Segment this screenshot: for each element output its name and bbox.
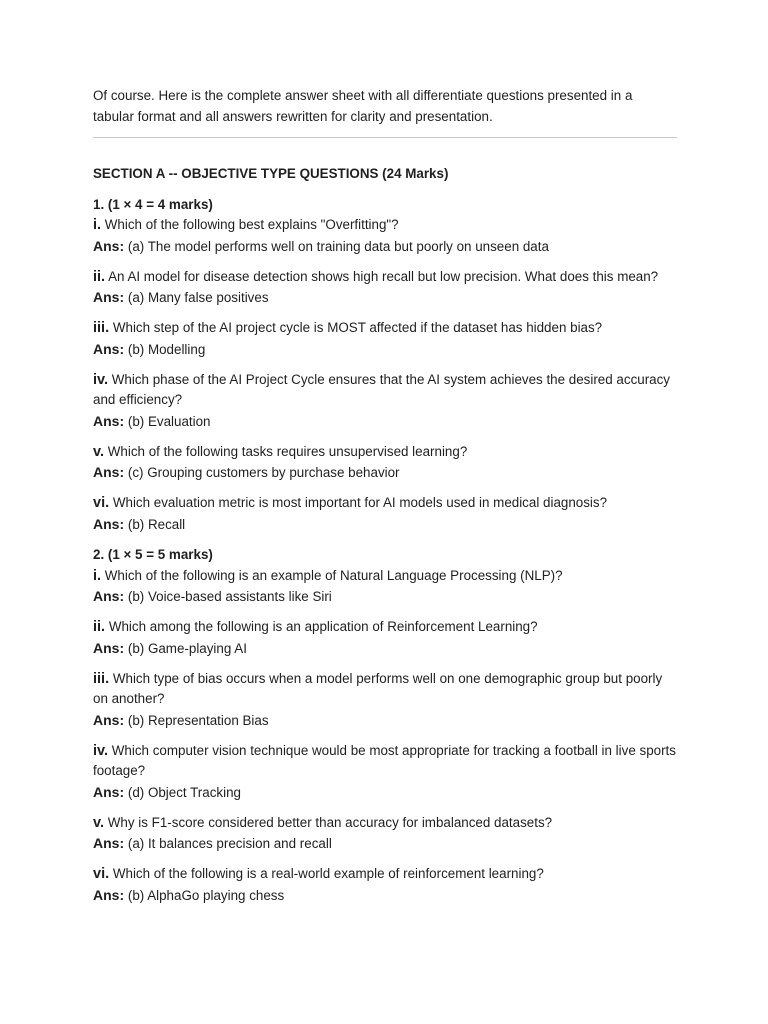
- question-numeral: iv.: [93, 371, 109, 388]
- question-text: [93, 215, 677, 236]
- question-body: Which among the following is an application of Reinforcement Learning?: [108, 619, 538, 634]
- question-numeral: i.: [93, 217, 102, 233]
- section-title: SECTION A -- OBJECTIVE TYPE QUESTIONS (24 Marks): [93, 166, 449, 181]
- answer-text: (a) The model performs well on training data but poorly on unseen data: [127, 238, 549, 254]
- question-numeral: iv.: [93, 742, 109, 759]
- answer-label: Ans:: [93, 783, 125, 800]
- horizontal-divider: [93, 137, 677, 138]
- question-body: Which phase of the AI Project Cycle ensures that the AI system achieves the desired accuracy and efficiency?: [93, 371, 671, 407]
- question-body: An AI model for disease detection shows high recall but low precision. What does this mean?: [108, 268, 659, 284]
- question-body: Which of the following is an example of Natural Language Processing (NLP)?: [104, 567, 563, 583]
- question-body: Which evaluation metric is most important for AI models used in medical diagnosis?: [112, 495, 608, 510]
- question-item: [93, 617, 677, 659]
- question-item: [93, 215, 677, 257]
- question-group-1: [93, 195, 677, 536]
- answer-label: Ans:: [93, 340, 125, 357]
- group-heading: 2. (1 × 5 = 5 marks): [93, 547, 213, 562]
- answer-text: (b) Representation Bias: [127, 712, 269, 728]
- question-item: [93, 442, 677, 484]
- question-text: [93, 617, 677, 638]
- answer-label: Ans:: [93, 588, 125, 604]
- question-text: [93, 318, 677, 339]
- question-item: [93, 493, 677, 535]
- question-numeral: ii.: [93, 268, 106, 285]
- question-item: [93, 318, 677, 360]
- answer-text: (b) Game-playing AI: [127, 640, 247, 656]
- question-group-2: [93, 545, 677, 906]
- answer-text: (d) Object Tracking: [127, 784, 241, 800]
- question-text: [93, 669, 677, 710]
- question-body: Which of the following is a real-world example of reinforcement learning?: [112, 866, 544, 881]
- question-text: [93, 370, 677, 411]
- answer-text: (a) Many false positives: [127, 290, 269, 305]
- answer-label: Ans:: [93, 639, 125, 656]
- question-body: Which computer vision technique would be most appropriate for tracking a football in live sports footage?: [93, 742, 676, 778]
- question-text: [93, 442, 677, 463]
- answer-label: Ans:: [93, 515, 125, 532]
- question-body: Which of the following best explains "Overfitting"?: [104, 217, 399, 232]
- answer-line: [93, 638, 677, 660]
- answer-text: (b) Modelling: [127, 341, 206, 357]
- answer-text: (b) Evaluation: [127, 413, 211, 429]
- question-numeral: ii.: [93, 619, 106, 635]
- answer-label: Ans:: [93, 464, 125, 480]
- answer-text: (a) It balances precision and recall: [127, 836, 332, 851]
- answer-label: Ans:: [93, 711, 125, 728]
- answer-text: (b) Voice-based assistants like Siri: [127, 589, 332, 604]
- answer-text: (b) AlphaGo playing chess: [127, 887, 285, 903]
- question-item: [93, 267, 677, 309]
- question-numeral: vi.: [93, 866, 110, 882]
- question-numeral: vi.: [93, 495, 110, 511]
- answer-line: [93, 339, 677, 361]
- question-numeral: i.: [93, 567, 102, 584]
- question-item: [93, 864, 677, 906]
- answer-line: [93, 236, 677, 258]
- answer-line: [93, 885, 677, 907]
- answer-line: [93, 411, 677, 433]
- question-item: [93, 813, 677, 855]
- question-numeral: v.: [93, 443, 105, 460]
- question-numeral: iii.: [93, 320, 110, 336]
- group-heading: 1. (1 × 4 = 4 marks): [93, 196, 213, 212]
- question-item: [93, 669, 677, 732]
- answer-label: Ans:: [93, 412, 125, 429]
- answer-line: [93, 586, 677, 608]
- answer-line: [93, 287, 677, 309]
- question-body: Which of the following tasks requires unsupervised learning?: [107, 443, 468, 459]
- question-item: [93, 370, 677, 433]
- question-text: [93, 267, 677, 288]
- question-item: [93, 566, 677, 608]
- answer-line: [93, 833, 677, 855]
- answer-line: [93, 462, 677, 484]
- question-text: [93, 493, 677, 514]
- answer-text: (b) Recall: [127, 516, 186, 532]
- question-body: Which step of the AI project cycle is MOST affected if the dataset has hidden bias?: [112, 320, 603, 335]
- question-numeral: iii.: [93, 670, 110, 687]
- question-body: Which type of bias occurs when a model performs well on one demographic group but poorly on another?: [93, 670, 663, 706]
- answer-label: Ans:: [93, 289, 125, 305]
- question-text: [93, 566, 677, 587]
- answer-line: [93, 514, 677, 536]
- intro-paragraph: Of course. Here is the complete answer sheet with all differentiate questions presented in a tabular format and all answers rewritten for clarity and presentation.: [93, 88, 633, 124]
- answer-label: Ans:: [93, 835, 125, 851]
- question-item: [93, 741, 677, 804]
- answer-line: [93, 710, 677, 732]
- answer-line: [93, 782, 677, 804]
- answer-sheet-page: [93, 86, 677, 906]
- question-text: [93, 741, 677, 782]
- answer-label: Ans:: [93, 886, 125, 903]
- answer-text: (c) Grouping customers by purchase behavior: [127, 465, 400, 480]
- question-body: Why is F1-score considered better than accuracy for imbalanced datasets?: [107, 814, 553, 830]
- question-text: [93, 813, 677, 834]
- answer-label: Ans:: [93, 237, 125, 254]
- question-numeral: v.: [93, 814, 105, 831]
- question-text: [93, 864, 677, 885]
